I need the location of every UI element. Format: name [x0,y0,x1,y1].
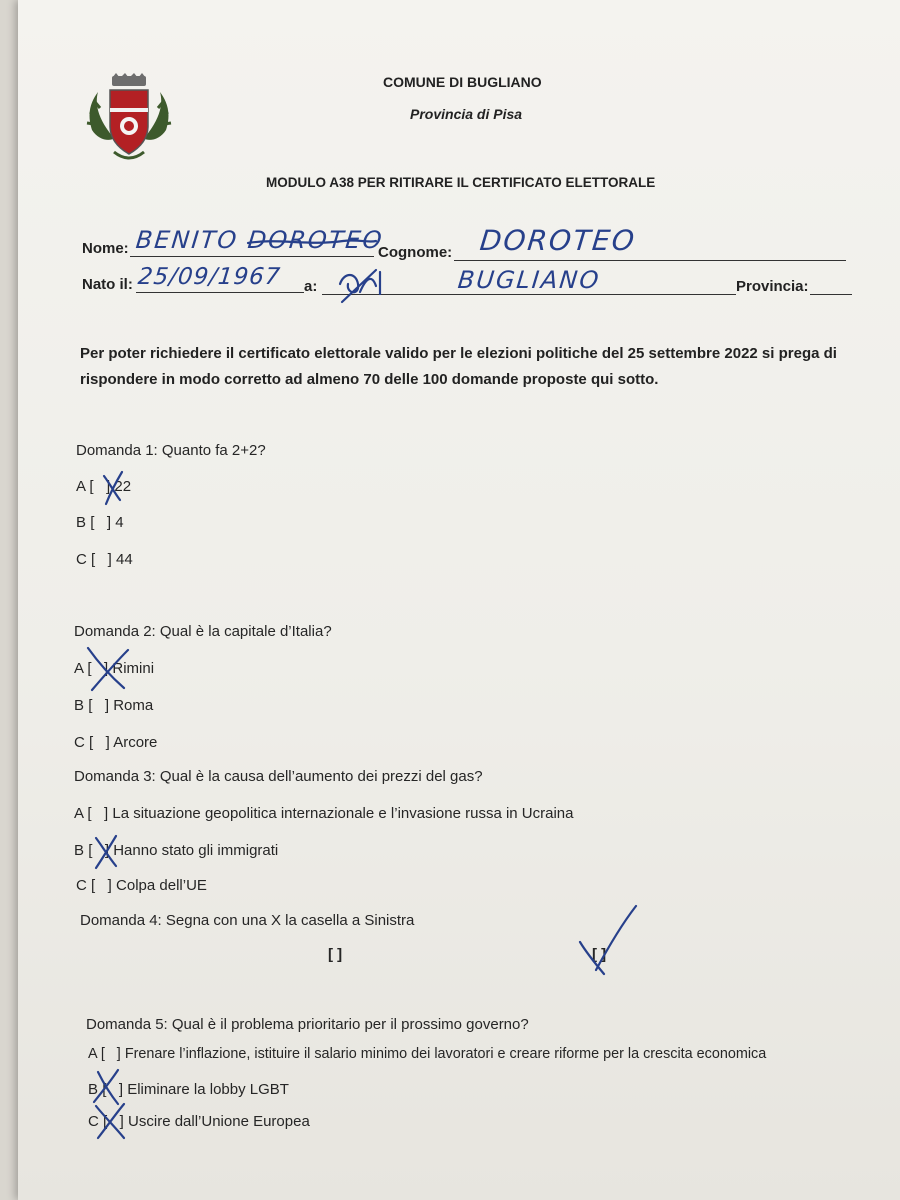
option-text: Hanno stato gli immigrati [113,842,279,859]
question-4-right-box[interactable]: [ ] [592,946,607,963]
question-1: Domanda 1: Quanto fa 2+2? [76,442,266,459]
option-letter: C [76,877,87,894]
option-text: Rimini [112,660,155,677]
question-3-option-b[interactable] [74,842,278,859]
question-3-option-a[interactable] [74,805,574,822]
checkbox[interactable]: [ ] [87,805,113,822]
checkbox[interactable]: [ ] [103,1113,129,1130]
question-1-option-a[interactable] [76,478,131,495]
checkbox[interactable]: [ ] [100,1046,125,1062]
checkbox[interactable]: [ ] [88,697,114,714]
a-label: a: [304,278,318,295]
option-letter: A [88,1046,97,1062]
municipality-title: COMUNE DI BUGLIANO [383,74,542,90]
option-letter: C [88,1113,99,1130]
checkbox[interactable]: [ ] [102,1081,128,1098]
option-text: Arcore [113,734,158,751]
cognome-underline [454,260,846,261]
question-1-option-c[interactable] [76,551,133,568]
option-text: 44 [116,551,133,568]
question-5-option-c[interactable] [88,1113,310,1130]
option-text: Eliminare la lobby LGBT [127,1081,289,1098]
nome-label: Nome: [82,240,129,257]
checkbox[interactable]: [ ] [90,514,116,531]
checkbox[interactable]: [ ] [88,842,114,859]
question-2-option-c[interactable] [74,734,157,751]
checkbox[interactable]: [ ] [89,478,115,495]
question-3-option-c[interactable] [76,877,207,894]
question-5-option-a[interactable] [88,1046,766,1062]
scribble-mark [336,264,406,304]
option-text: La situazione geopolitica internazionale e l’invasione russa in Ucraina [112,805,574,822]
form-title: MODULO A38 PER RITIRARE IL CERTIFICATO ELETTORALE [266,175,656,190]
option-text: Roma [113,697,154,714]
option-letter: B [74,842,85,859]
option-letter: A [74,660,84,677]
a-underline [322,294,736,295]
option-text: 4 [115,514,124,531]
cognome-label: Cognome: [378,244,453,261]
checkbox[interactable]: [ ] [89,734,114,751]
option-text: Frenare l’inflazione, istituire il salario minimo dei lavoratori e creare riforme per la crescita economica [124,1046,767,1062]
nato-field[interactable]: 25/09/1967 [136,264,282,290]
question-2-option-a[interactable] [74,660,154,677]
question-2-option-b[interactable] [74,697,153,714]
provincia-underline[interactable] [810,294,852,295]
intro-line-1: Per poter richiedere il certificato elettorale valido per le elezioni politiche del 25 settembre 2022 si prega di [80,345,837,362]
form-sheet [18,0,900,1200]
province-subtitle: Provincia di Pisa [410,106,523,122]
provincia-label: Provincia: [736,278,809,295]
nome-field[interactable]: BENITO DOROTEO [134,226,385,254]
option-text: Colpa dell’UE [116,877,207,894]
nato-label: Nato il: [82,276,133,293]
checkbox[interactable]: [ ] [91,877,117,894]
question-5: Domanda 5: Qual è il problema prioritario per il prossimo governo? [86,1016,529,1033]
question-3: Domanda 3: Qual è la causa dell’aumento dei prezzi del gas? [74,768,483,785]
question-4: Domanda 4: Segna con una X la casella a Sinistra [80,912,415,929]
checkbox[interactable]: [ ] [87,660,113,677]
option-letter: C [76,551,87,568]
question-4-left-box[interactable]: [ ] [328,946,343,963]
option-letter: B [76,514,87,531]
option-letter: A [76,478,86,495]
checked-x-mark [574,904,640,978]
coat-of-arms-icon [84,72,174,168]
option-letter: C [74,734,85,751]
intro-line-2: rispondere in modo corretto ad almeno 70 delle 100 domande proposte qui sotto. [80,371,659,388]
option-text: 22 [114,478,132,495]
nato-underline [136,292,304,293]
nome-underline [130,256,374,257]
option-letter: B [74,697,85,714]
question-2: Domanda 2: Qual è la capitale d’Italia? [74,623,332,640]
a-field[interactable]: BUGLIANO [456,266,602,294]
question-1-option-b[interactable] [76,514,124,531]
checkbox[interactable]: [ ] [91,551,117,568]
cognome-field[interactable]: DOROTEO [478,224,638,257]
option-letter: A [74,805,84,822]
option-text: Uscire dall’Unione Europea [128,1113,310,1130]
option-letter: B [88,1081,99,1098]
question-5-option-b[interactable] [88,1081,289,1098]
